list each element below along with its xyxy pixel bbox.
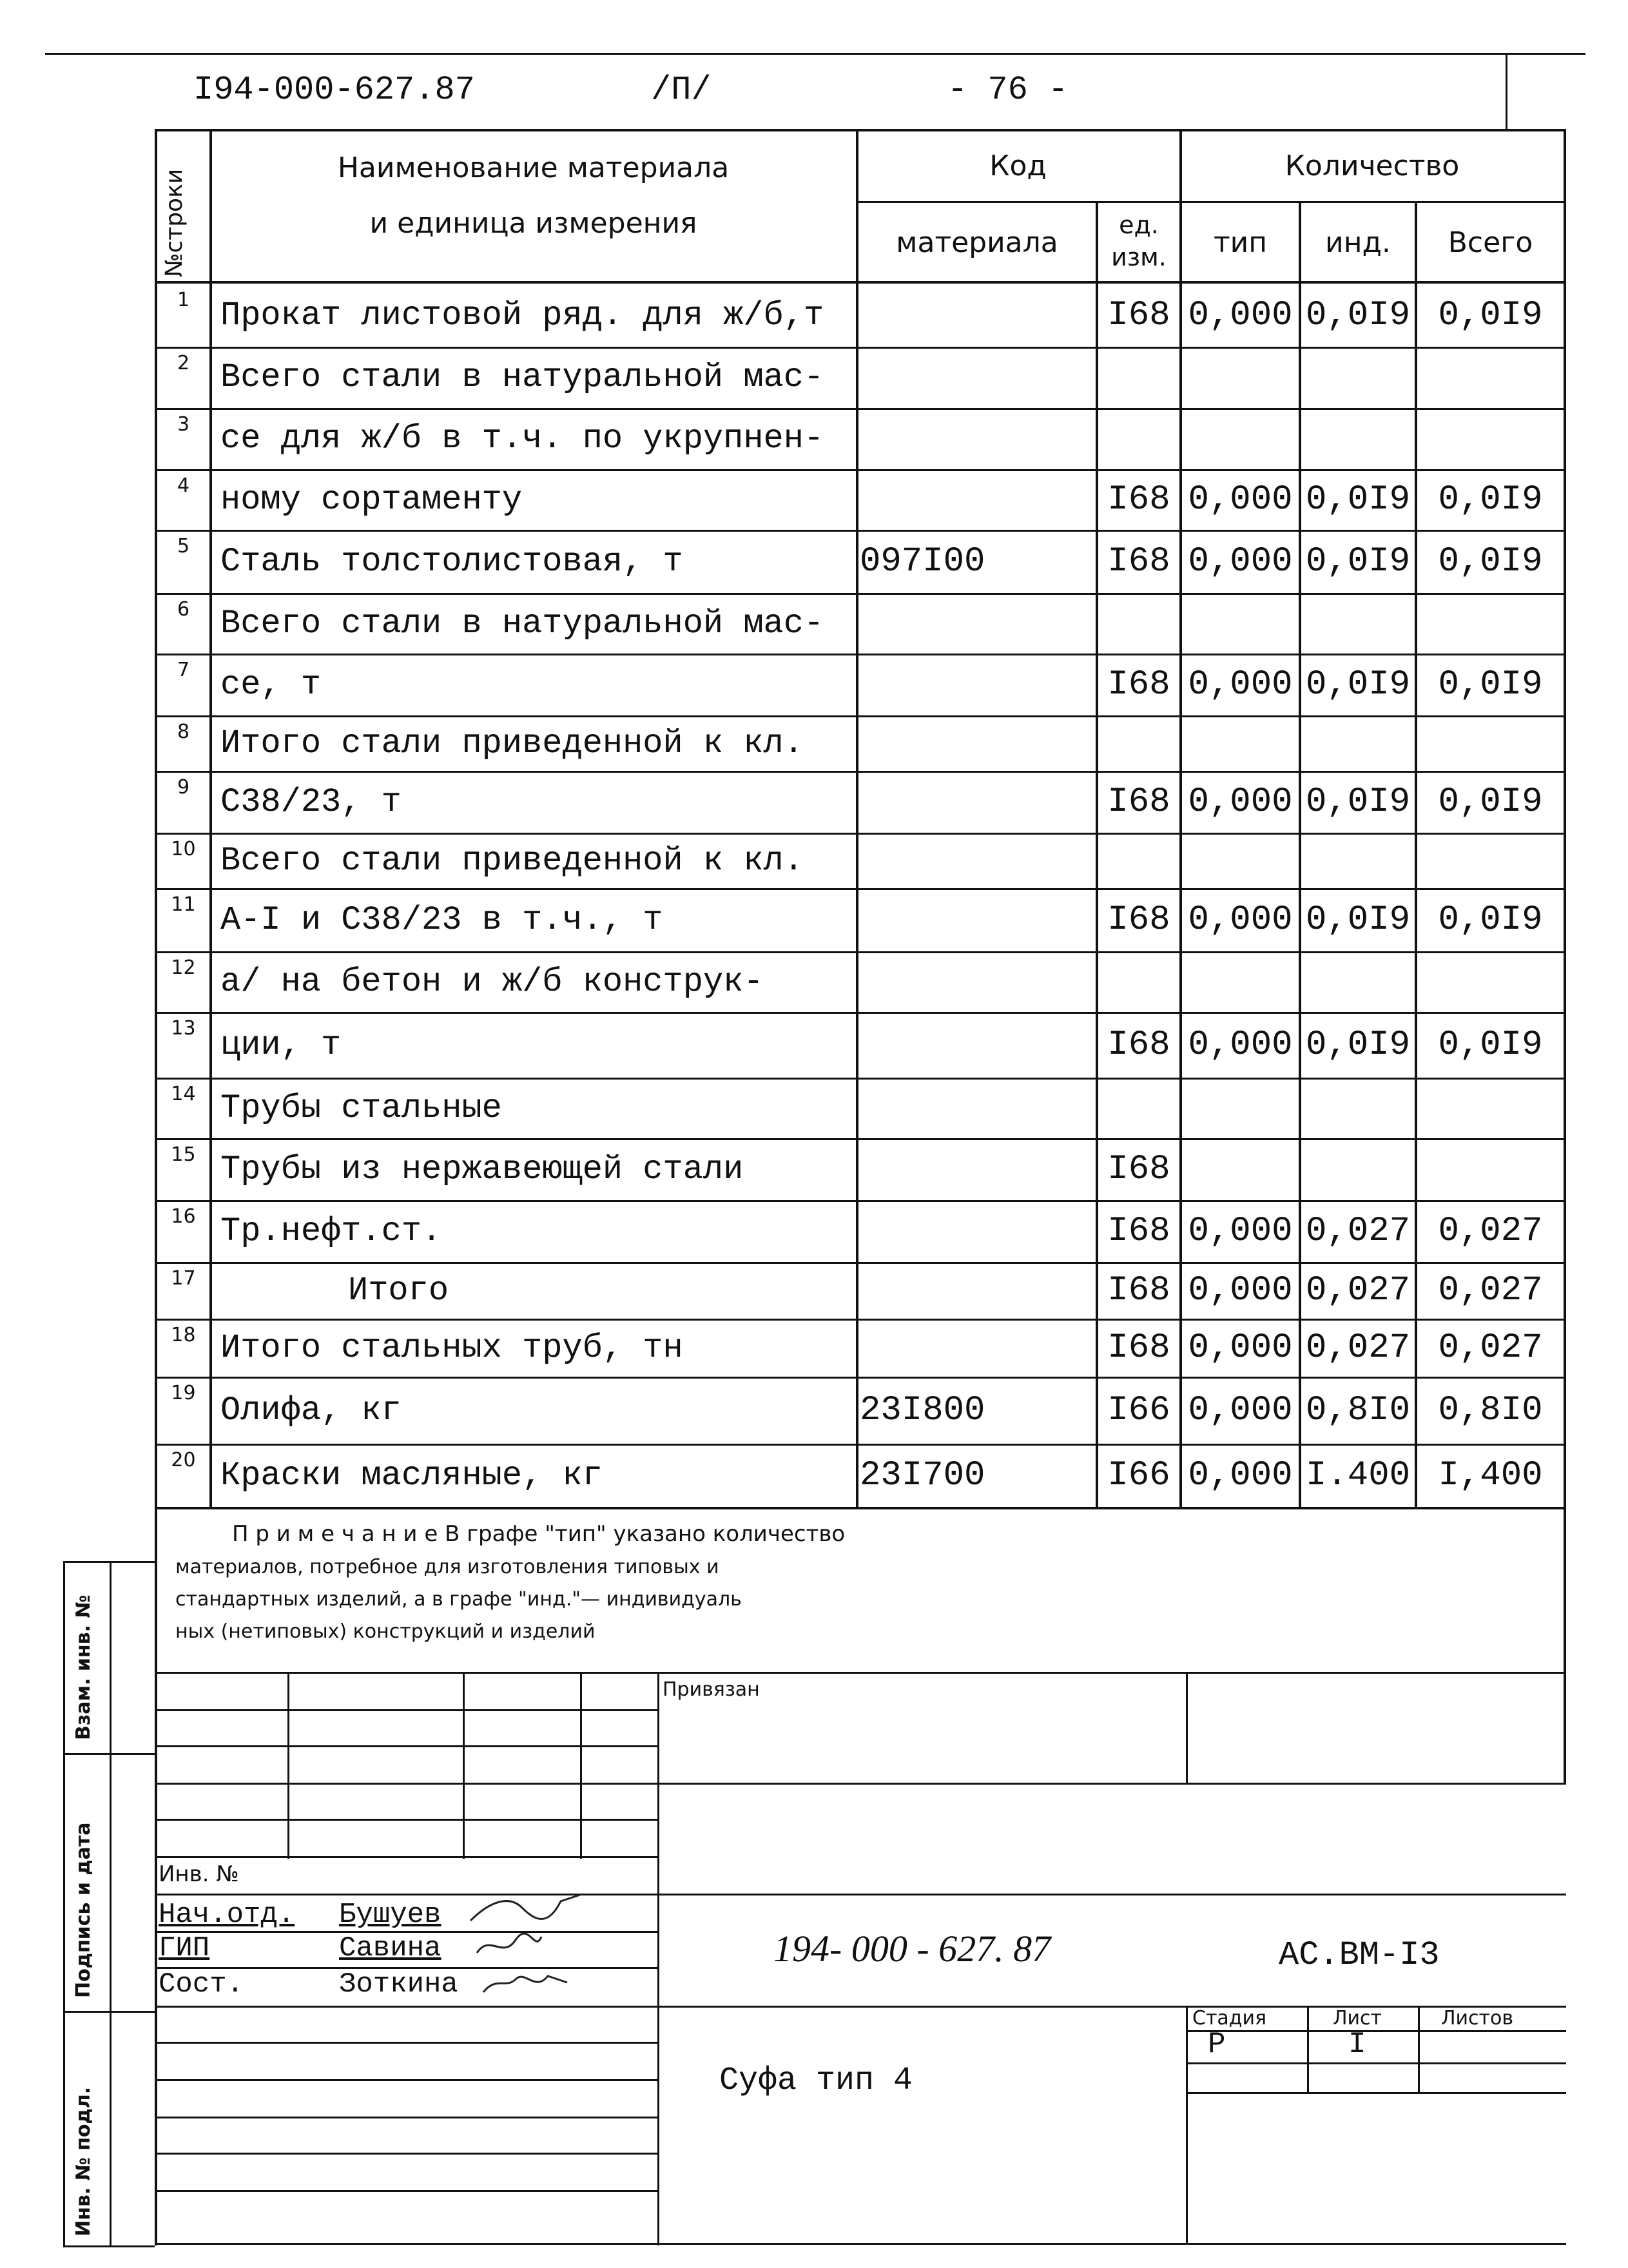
stamp-stage-sep-2 bbox=[1418, 2006, 1420, 2093]
row-unit-code bbox=[1098, 347, 1179, 408]
header-doc-number: I94-000-627.87 bbox=[193, 71, 475, 109]
row-qty-ind: 0,027 bbox=[1305, 1270, 1411, 1310]
header-material: материала bbox=[896, 226, 1058, 259]
row-qty-type bbox=[1182, 593, 1299, 654]
row-material-name: А-I и С38/23 в т.ч., т bbox=[220, 900, 663, 939]
stamp-line-bottom bbox=[155, 2243, 1566, 2245]
row-qty-type: 0,000 bbox=[1188, 1390, 1293, 1430]
row-material-name: се для ж/б в т.ч. по укрупнен- bbox=[220, 420, 824, 458]
stamp-line-12 bbox=[155, 2079, 657, 2081]
row-material-code bbox=[860, 654, 1096, 715]
row-qty-type bbox=[1182, 1078, 1299, 1138]
row-material-name: Трубы стальные bbox=[220, 1089, 502, 1127]
row-qty-ind bbox=[1301, 347, 1415, 408]
row-number: 3 bbox=[177, 413, 190, 436]
row-material-name: Итого стальных труб, тн bbox=[220, 1328, 683, 1367]
row-qty-type bbox=[1182, 347, 1299, 408]
row-qty-total: 0,0I9 bbox=[1438, 900, 1543, 940]
row-number: 8 bbox=[177, 721, 190, 743]
row-number: 6 bbox=[177, 598, 190, 621]
stamp-line-2 bbox=[155, 1709, 657, 1711]
row-qty-total: I,400 bbox=[1438, 1455, 1543, 1495]
row-number: 10 bbox=[171, 838, 196, 860]
row-unit-code bbox=[1098, 1078, 1179, 1138]
stamp-col-4 bbox=[657, 1672, 659, 2245]
row-qty-total: 0,0I9 bbox=[1438, 541, 1543, 581]
table-bottom-line bbox=[155, 1507, 1566, 1509]
stamp-line-5 bbox=[155, 1819, 657, 1821]
row-qty-total: 0,0I9 bbox=[1438, 664, 1543, 704]
row-material-code: 23I800 bbox=[860, 1390, 985, 1430]
side-label-inv: Инв. № подл. bbox=[72, 2086, 95, 2236]
row-qty-type: 0,000 bbox=[1188, 1211, 1293, 1251]
row-unit-code: I68 bbox=[1107, 782, 1170, 822]
side-strip-sep-1 bbox=[63, 1753, 155, 1755]
signature-3 bbox=[477, 1963, 574, 2002]
row-qty-ind: 0,0I9 bbox=[1305, 782, 1411, 822]
row-qty-ind: I.400 bbox=[1305, 1455, 1411, 1495]
stamp-col-3 bbox=[580, 1672, 582, 1859]
row-unit-code bbox=[1098, 593, 1179, 654]
row-qty-ind: 0,027 bbox=[1305, 1328, 1411, 1368]
row-material-name: Итого bbox=[348, 1271, 449, 1310]
stamp-stage-sep-1 bbox=[1307, 2006, 1309, 2093]
row-material-name: ции, т bbox=[220, 1025, 342, 1064]
row-qty-total: 0,0I9 bbox=[1438, 1025, 1543, 1065]
row-material-code: 23I700 bbox=[860, 1455, 985, 1495]
row-qty-type: 0,000 bbox=[1188, 541, 1293, 581]
row-qty-total: 0,027 bbox=[1438, 1211, 1543, 1251]
row-qty-ind bbox=[1301, 1078, 1415, 1138]
row-qty-ind: 0,0I9 bbox=[1305, 1025, 1411, 1065]
row-unit-code: I68 bbox=[1107, 541, 1170, 581]
row-material-code bbox=[860, 1319, 1096, 1377]
row-qty-type: 0,000 bbox=[1188, 782, 1293, 822]
row-material-name: се, т bbox=[220, 665, 322, 704]
row-qty-total: 0,0I9 bbox=[1438, 782, 1543, 822]
row-qty-type: 0,000 bbox=[1188, 900, 1293, 940]
row-material-name: ному сортаменту bbox=[220, 480, 523, 519]
stamp-line-6 bbox=[155, 1856, 657, 1858]
header-mark: /П/ bbox=[651, 71, 712, 109]
row-material-code bbox=[860, 469, 1096, 530]
stamp-stage-line-low bbox=[1186, 2092, 1566, 2094]
row-material-code bbox=[860, 347, 1096, 408]
row-material-name: Олифа, кг bbox=[220, 1391, 402, 1430]
row-qty-ind: 0,8I0 bbox=[1305, 1390, 1411, 1430]
row-material-code bbox=[860, 1012, 1096, 1078]
stamp-role-2: ГИП bbox=[159, 1932, 210, 1964]
row-material-code bbox=[860, 715, 1096, 771]
row-qty-total bbox=[1417, 833, 1564, 888]
row-qty-total bbox=[1417, 951, 1564, 1012]
stamp-left-line bbox=[155, 1507, 157, 2245]
row-unit-code: I68 bbox=[1107, 295, 1170, 335]
row-qty-type bbox=[1182, 833, 1299, 888]
row-qty-ind: 0,0I9 bbox=[1305, 900, 1411, 940]
stamp-line-13 bbox=[155, 2117, 657, 2118]
row-number: 7 bbox=[177, 659, 190, 681]
header-subline bbox=[856, 201, 1566, 203]
row-number: 4 bbox=[177, 474, 190, 497]
note-line3: стандартных изделий, а в графе "инд."— индивидуаль bbox=[175, 1588, 742, 1611]
note-line4: ных (нетиповых) конструкций и изделий bbox=[175, 1620, 596, 1643]
row-number: 1 bbox=[177, 289, 190, 311]
row-material-code bbox=[860, 284, 1096, 347]
row-material-code bbox=[860, 771, 1096, 833]
row-material-code bbox=[860, 1200, 1096, 1262]
row-qty-total bbox=[1417, 1138, 1564, 1200]
row-qty-ind bbox=[1301, 715, 1415, 771]
row-qty-total bbox=[1417, 408, 1564, 469]
row-unit-code: I66 bbox=[1107, 1390, 1170, 1430]
row-qty-type: 0,000 bbox=[1188, 480, 1293, 519]
side-strip-bottom bbox=[63, 2245, 155, 2247]
row-qty-ind bbox=[1301, 951, 1415, 1012]
header-name-line1: Наименование материала bbox=[337, 151, 730, 184]
row-material-name: Прокат листовой ряд. для ж/б,т bbox=[220, 296, 824, 334]
stamp-line-7 bbox=[155, 1894, 1566, 1895]
stamp-line-1 bbox=[155, 1672, 1566, 1674]
row-unit-code: I68 bbox=[1107, 1270, 1170, 1310]
row-number: 9 bbox=[177, 776, 190, 799]
header-name-line2: и единица измерения bbox=[369, 206, 697, 240]
row-unit-code: I68 bbox=[1107, 1025, 1170, 1065]
row-number: 2 bbox=[177, 352, 190, 374]
header-unit-line2: изм. bbox=[1111, 243, 1167, 271]
row-material-code bbox=[860, 888, 1096, 951]
side-label-podpis: Подпись и дата bbox=[72, 1822, 95, 1998]
header-code: Код bbox=[989, 149, 1047, 182]
side-strip-left bbox=[63, 1561, 65, 2247]
row-qty-ind: 0,0I9 bbox=[1305, 541, 1411, 581]
side-strip-top bbox=[63, 1561, 155, 1563]
row-qty-ind: 0,0I9 bbox=[1305, 480, 1411, 519]
stamp-doc-number: 194- 000 - 627. 87 bbox=[773, 1928, 1051, 1970]
row-number: 17 bbox=[171, 1267, 196, 1290]
row-unit-code bbox=[1098, 408, 1179, 469]
stamp-col-5 bbox=[1186, 1672, 1188, 1785]
row-unit-code: I68 bbox=[1107, 1211, 1170, 1251]
row-qty-total bbox=[1417, 347, 1564, 408]
row-qty-type: 0,000 bbox=[1188, 1455, 1293, 1495]
row-material-code bbox=[860, 593, 1096, 654]
note-line2: материалов, потребное для изготовления типовых и bbox=[175, 1556, 719, 1578]
stamp-stage-value: Р bbox=[1208, 2028, 1226, 2061]
stamp-sheet-code: АС.ВМ-I3 bbox=[1279, 1936, 1440, 1974]
row-qty-type: 0,000 bbox=[1188, 1328, 1293, 1368]
row-qty-ind bbox=[1301, 593, 1415, 654]
row-material-name: Тр.нефт.ст. bbox=[220, 1212, 442, 1250]
row-number: 5 bbox=[177, 535, 190, 557]
row-material-name: Трубы из нержавеющей стали bbox=[220, 1150, 744, 1188]
stamp-title: Суфа тип 4 bbox=[719, 2062, 913, 2099]
col-line-right bbox=[1564, 129, 1566, 1508]
row-qty-type: 0,000 bbox=[1188, 664, 1293, 704]
row-number: 19 bbox=[171, 1382, 196, 1404]
row-qty-type bbox=[1182, 951, 1299, 1012]
stamp-line-3 bbox=[155, 1745, 657, 1747]
stamp-role-1: Нач.отд. bbox=[159, 1899, 295, 1931]
stamp-sheet-label: Лист bbox=[1333, 2007, 1382, 2030]
row-qty-total: 0,8I0 bbox=[1438, 1390, 1543, 1430]
stamp-role-3: Сост. bbox=[159, 1968, 244, 2001]
stamp-stage-label: Стадия bbox=[1192, 2007, 1267, 2030]
row-qty-type: 0,000 bbox=[1188, 295, 1293, 335]
row-material-code bbox=[860, 1262, 1096, 1319]
row-number: 18 bbox=[171, 1324, 196, 1346]
row-number: 15 bbox=[171, 1143, 196, 1166]
stamp-col-2 bbox=[463, 1672, 465, 1859]
stamp-line-15 bbox=[155, 2190, 657, 2192]
row-unit-code bbox=[1098, 833, 1179, 888]
stamp-col-1 bbox=[287, 1672, 289, 1859]
row-unit-code: I66 bbox=[1107, 1455, 1170, 1495]
row-unit-code: I68 bbox=[1107, 1328, 1170, 1368]
row-material-name: Сталь толстолистовая, т bbox=[220, 542, 683, 581]
stamp-name-1: Бушуев bbox=[339, 1899, 441, 1931]
stamp-sheet-value: I bbox=[1348, 2028, 1366, 2061]
col-line-rowno bbox=[209, 129, 212, 1508]
row-qty-ind bbox=[1301, 408, 1415, 469]
header-total: Всего bbox=[1448, 226, 1533, 259]
top-rule bbox=[45, 53, 1585, 55]
row-number: 11 bbox=[171, 893, 196, 916]
row-unit-code: I68 bbox=[1107, 1149, 1170, 1189]
row-qty-ind: 0,0I9 bbox=[1305, 295, 1411, 335]
row-material-code bbox=[860, 951, 1096, 1012]
row-qty-ind bbox=[1301, 833, 1415, 888]
row-unit-code: I68 bbox=[1107, 480, 1170, 519]
stamp-name-2: Савина bbox=[339, 1932, 441, 1964]
row-material-name: а/ на бетон и ж/б конструк- bbox=[220, 962, 764, 1001]
stamp-sheets-label: Листов bbox=[1441, 2007, 1514, 2030]
row-qty-type: 0,000 bbox=[1188, 1270, 1293, 1310]
row-qty-type: 0,000 bbox=[1188, 1025, 1293, 1065]
row-material-code bbox=[860, 408, 1096, 469]
top-right-tick bbox=[1506, 53, 1507, 130]
row-material-name: Всего стали в натуральной мас- bbox=[220, 604, 824, 643]
row-qty-type bbox=[1182, 715, 1299, 771]
side-strip-sep-2 bbox=[63, 2011, 155, 2013]
row-material-name: С38/23, т bbox=[220, 782, 402, 821]
row-qty-type bbox=[1182, 408, 1299, 469]
stamp-inv-no: Инв. № bbox=[159, 1861, 239, 1887]
row-qty-total: 0,0I9 bbox=[1438, 295, 1543, 335]
stamp-name-3: Зоткина bbox=[339, 1968, 458, 2001]
stamp-right-line bbox=[1564, 1507, 1566, 1784]
row-material-name: Всего стали приведенной к кл. bbox=[220, 841, 804, 880]
header-quantity: Количество bbox=[1284, 149, 1460, 182]
stamp-line-4 bbox=[155, 1783, 1566, 1785]
side-label-vzam: Взам. инв. № bbox=[72, 1594, 95, 1740]
row-material-code: 097I00 bbox=[860, 541, 985, 581]
row-number: 16 bbox=[171, 1205, 196, 1228]
table-top-line bbox=[155, 129, 1566, 131]
row-qty-type bbox=[1182, 1138, 1299, 1200]
row-qty-ind: 0,027 bbox=[1305, 1211, 1411, 1251]
row-material-name: Всего стали в натуральной мас- bbox=[220, 358, 824, 396]
row-number: 20 bbox=[171, 1449, 196, 1471]
row-material-code bbox=[860, 1138, 1096, 1200]
stamp-line-14 bbox=[155, 2153, 657, 2155]
stamp-stage-line-mid bbox=[1186, 2062, 1566, 2064]
header-type: тип bbox=[1214, 226, 1267, 259]
stamp-col-6 bbox=[1186, 2006, 1188, 2244]
row-material-code bbox=[860, 833, 1096, 888]
row-number: 12 bbox=[171, 956, 196, 979]
row-unit-code: I68 bbox=[1107, 664, 1170, 704]
signature-2 bbox=[470, 1927, 548, 1966]
side-strip-right bbox=[110, 1561, 111, 2247]
row-qty-ind bbox=[1301, 1138, 1415, 1200]
header-page-number: - 76 - bbox=[947, 71, 1069, 109]
row-unit-code: I68 bbox=[1107, 900, 1170, 940]
header-row-number: №строки bbox=[161, 168, 188, 277]
row-material-name: Итого стали приведенной к кл. bbox=[220, 724, 804, 762]
row-material-name: Краски масляные, кг bbox=[220, 1456, 603, 1495]
row-number: 14 bbox=[171, 1083, 196, 1105]
note-line1: П р и м е ч а н и е В графе "тип" указано количество bbox=[232, 1521, 846, 1547]
row-unit-code bbox=[1098, 951, 1179, 1012]
stamp-privyazan: Привязан bbox=[663, 1678, 760, 1701]
row-qty-total: 0,027 bbox=[1438, 1328, 1543, 1368]
row-material-code bbox=[860, 1078, 1096, 1138]
stamp-line-11 bbox=[155, 2042, 657, 2044]
header-ind: инд. bbox=[1325, 226, 1391, 259]
header-unit-line1: ед. bbox=[1119, 211, 1159, 239]
row-qty-ind: 0,0I9 bbox=[1305, 664, 1411, 704]
row-qty-total: 0,027 bbox=[1438, 1270, 1543, 1310]
row-qty-total: 0,0I9 bbox=[1438, 480, 1543, 519]
row-number: 13 bbox=[171, 1017, 196, 1040]
row-qty-total bbox=[1417, 593, 1564, 654]
row-unit-code bbox=[1098, 715, 1179, 771]
row-qty-total bbox=[1417, 1078, 1564, 1138]
stamp-stage-line-top bbox=[1186, 2030, 1566, 2032]
row-qty-total bbox=[1417, 715, 1564, 771]
